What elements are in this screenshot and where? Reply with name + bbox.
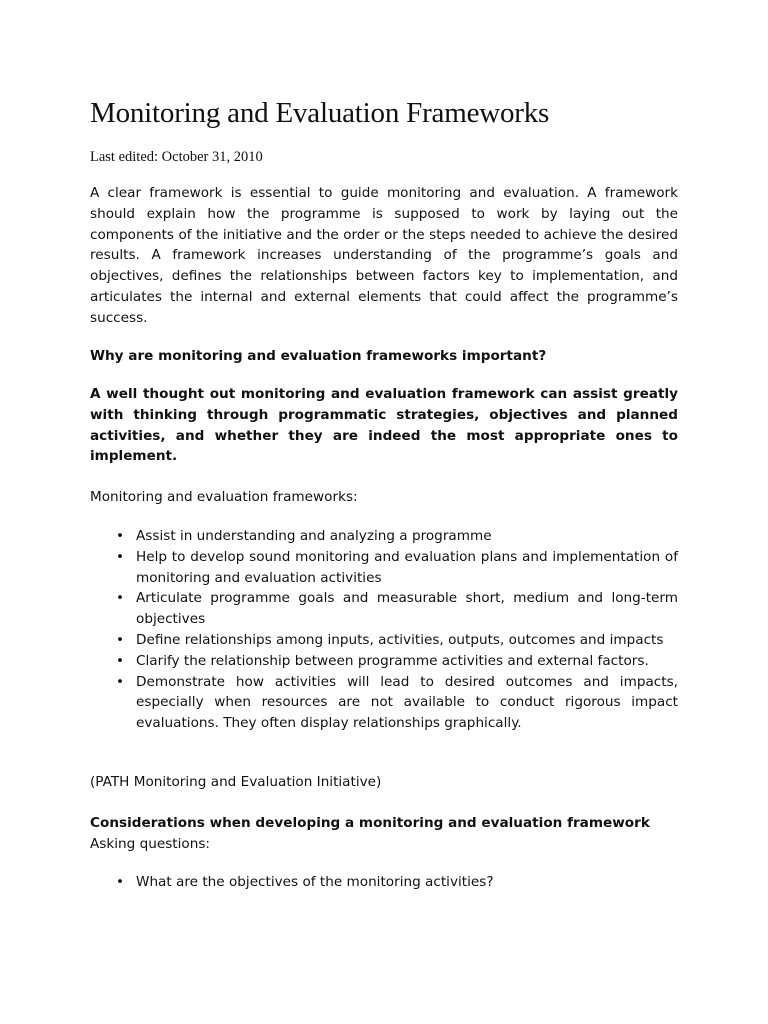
list-item [90, 672, 678, 734]
bullet-icon: • [116, 652, 125, 669]
list-item-text: Clarify the relationship between programme activities and external factors. [136, 652, 649, 669]
intro-paragraph: A clear framework is essential to guide monitoring and evaluation. A framework should explain how the programme is supposed to work by laying out the components of the initiative and the order or the steps needed to achieve the desired results. A framework increases understanding of the programme’s goals and objectives, defines the relationships between factors key to implementation, and articulates the internal and external elements that could affect the programme’s success. [90, 185, 678, 326]
bullet-icon: • [116, 548, 125, 565]
list-item-text: Define relationships among inputs, activities, outputs, outcomes and impacts [136, 631, 664, 648]
list-item [90, 630, 678, 651]
list-item [90, 588, 678, 630]
why-answer: A well thought out monitoring and evaluation framework can assist greatly with thinking through programmatic strategies, objectives and planned activities, and whether they are indeed the most appropriate ones to implement. [90, 386, 678, 465]
framework-points-list [90, 526, 678, 734]
bullet-icon: • [116, 673, 125, 690]
list-item-text: What are the objectives of the monitoring activities? [136, 874, 494, 890]
question-points-list [90, 872, 678, 893]
list-item [90, 872, 678, 893]
list-item-text: Help to develop sound monitoring and evaluation plans and implementation of monitoring and evaluation activities [136, 548, 678, 586]
asking-questions-label: Asking questions: [90, 836, 210, 852]
citation: (PATH Monitoring and Evaluation Initiative) [90, 774, 382, 790]
list-item-text: Demonstrate how activities will lead to desired outcomes and impacts, especially when resources are not available to conduct rigorous impact evaluations. They often display relationships graphically. [136, 673, 678, 732]
bullet-icon: • [116, 631, 125, 648]
frameworks-intro: Monitoring and evaluation frameworks: [90, 489, 358, 505]
page-title: Monitoring and Evaluation Frameworks [90, 97, 550, 129]
list-item-text: Articulate programme goals and measurable short, medium and long-term objectives [136, 590, 678, 628]
list-item [90, 547, 678, 589]
bullet-icon: • [116, 874, 125, 890]
last-edited-date: Last edited: October 31, 2010 [90, 149, 263, 165]
bullet-icon: • [116, 528, 125, 544]
considerations-heading: Considerations when developing a monitoring and evaluation framework [90, 815, 650, 831]
why-heading: Why are monitoring and evaluation frameworks important? [90, 348, 547, 364]
bullet-icon: • [116, 590, 125, 607]
list-item [90, 526, 678, 547]
list-item-text: Assist in understanding and analyzing a programme [136, 528, 492, 544]
list-item [90, 651, 678, 672]
